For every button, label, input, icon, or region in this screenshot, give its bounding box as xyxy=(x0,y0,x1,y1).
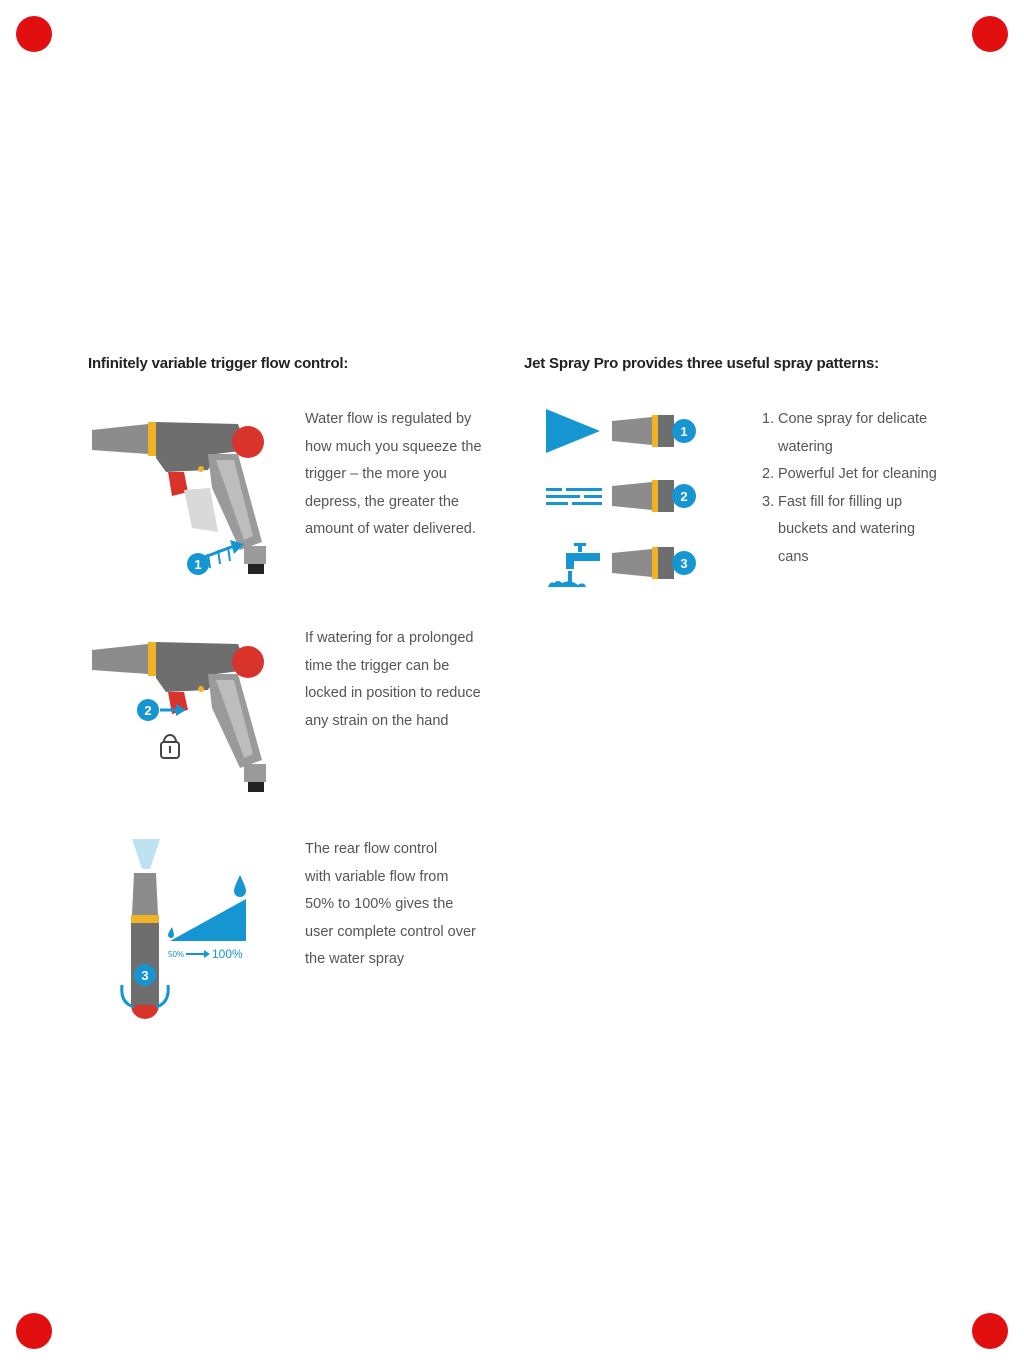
trigger-badge-number: 1 xyxy=(194,557,202,572)
tap-fill-icon xyxy=(540,535,710,595)
spray-pattern-list xyxy=(762,406,947,571)
corner-marker-top-right xyxy=(972,16,1008,52)
flow-min-label: 50% xyxy=(168,950,185,959)
pattern-3-number: 3 xyxy=(680,556,688,571)
pattern-1-number: 1 xyxy=(680,424,688,439)
lock-badge-number: 2 xyxy=(144,703,152,718)
lock-description: If watering for a prolonged time the trigger can be locked in position to reduce any strain on the hand xyxy=(305,630,481,729)
corner-marker-bottom-left xyxy=(16,1313,52,1349)
trigger-description: Water flow is regulated by how much you squeeze the trigger – the more you depress, the greater the amount of water delivered. xyxy=(305,411,482,537)
list-item: 1. Cone spray for delicate watering xyxy=(762,411,928,455)
corner-marker-bottom-right xyxy=(972,1313,1008,1349)
flow-max-label: 100% xyxy=(212,947,243,961)
rear-badge-number: 3 xyxy=(141,968,149,983)
spray-gun-lock-icon xyxy=(88,630,278,800)
spray-gun-trigger-icon xyxy=(88,410,278,585)
list-item: 2. Powerful Jet for cleaning xyxy=(762,466,937,482)
left-heading: Infinitely variable trigger flow control: xyxy=(88,355,349,372)
rear-flow-description: The rear flow control with variable flow from 50% to 100% gives the user complete control over the water spray xyxy=(305,841,476,967)
rear-flow-control-icon xyxy=(100,835,270,1025)
right-heading: Jet Spray Pro provides three useful spray patterns: xyxy=(524,355,879,372)
corner-marker-top-left xyxy=(16,16,52,52)
jet-spray-icon xyxy=(540,470,710,525)
list-item: 3. Fast fill for filling up buckets and watering cans xyxy=(762,493,916,565)
cone-spray-icon xyxy=(540,405,710,460)
pattern-2-number: 2 xyxy=(680,489,688,504)
